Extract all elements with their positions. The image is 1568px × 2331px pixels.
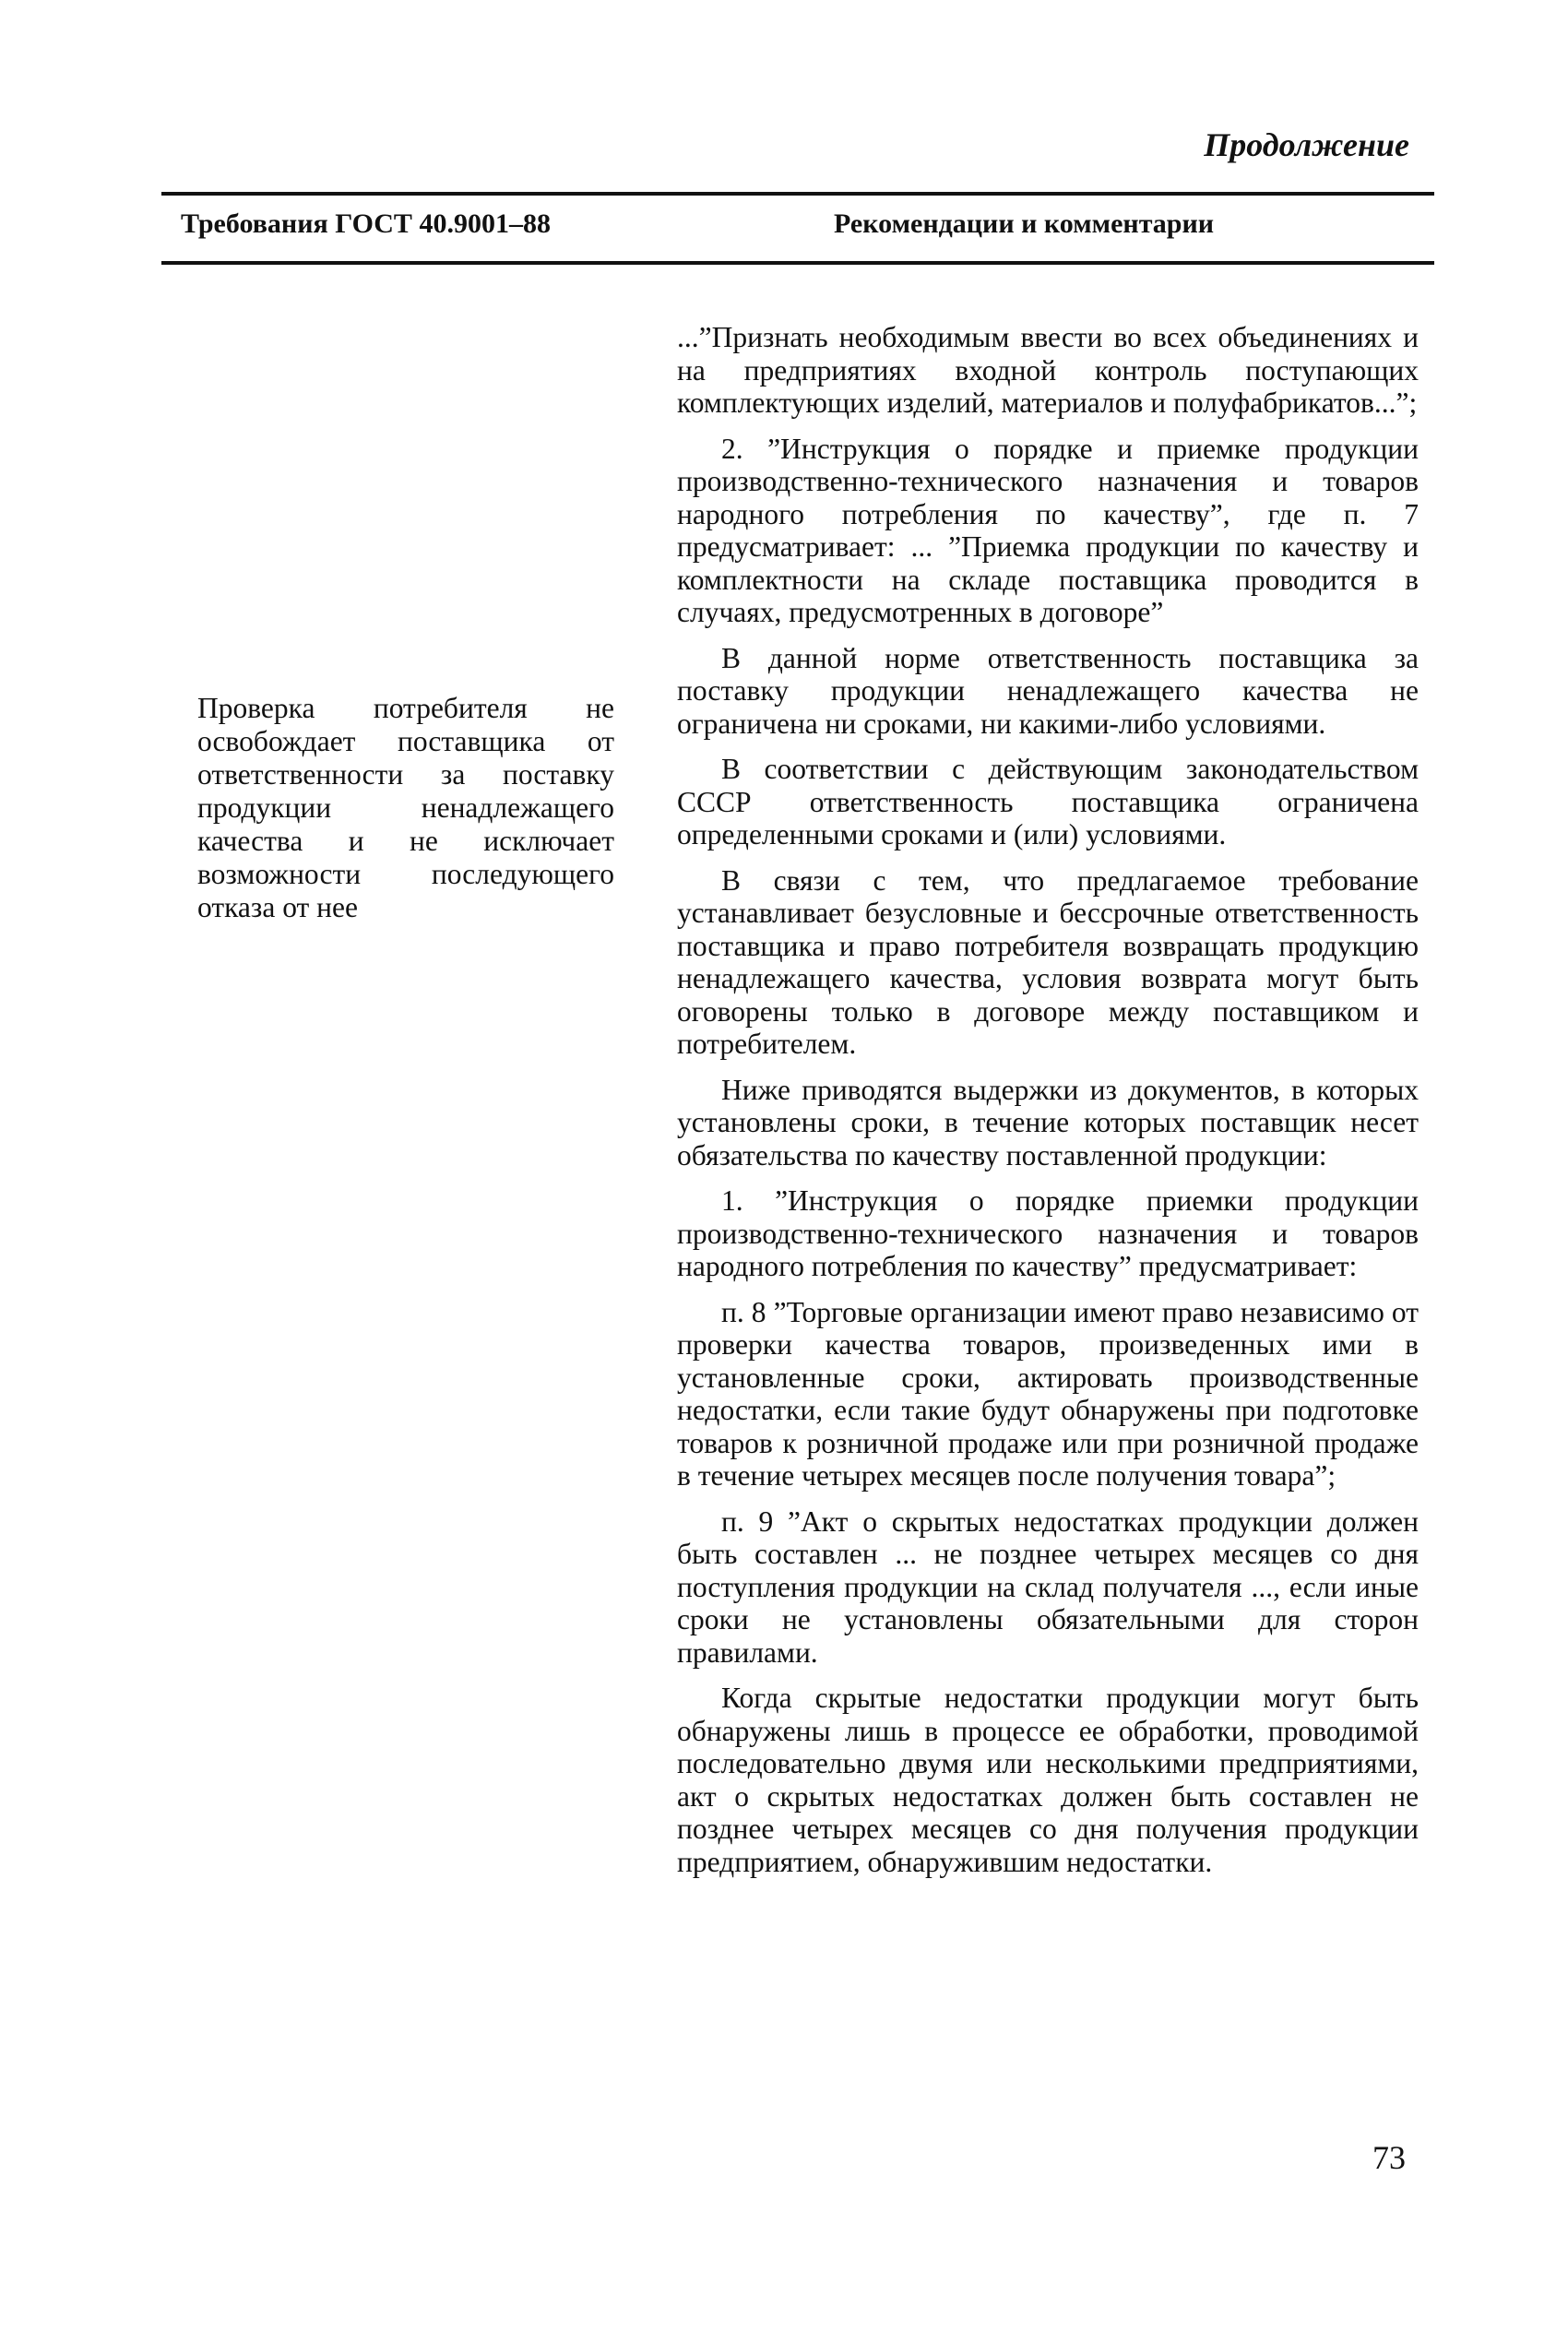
requirement-text: Проверка потребителя не освобождает поставщика от ответственности за поставку продукции ненадлежащего качества и не исключает возможности последующего отказа от нее bbox=[197, 692, 614, 923]
table-top-rule bbox=[161, 192, 1434, 196]
commentary-paragraph-quote-start: ...”Признать необходимым ввести во всех объединениях и на предприятиях входной контроль поступающих комплектующих изделий, материалов и полуфабрикатов...”; bbox=[677, 321, 1419, 419]
continuation-label: Продолжение bbox=[1204, 126, 1409, 163]
commentary-column bbox=[677, 321, 1419, 1891]
table-header-rule bbox=[161, 261, 1434, 265]
left-column-title: Требования ГОСТ 40.9001–88 bbox=[181, 208, 551, 239]
commentary-paragraph: В данной норме ответственность поставщика за поставку продукции ненадлежащего качества не ограничена ни сроками, ни какими-либо условиями. bbox=[677, 641, 1419, 740]
commentary-paragraph: Когда скрытые недостатки продукции могут быть обнаружены лишь в процессе ее обработки, проводимой последовательно двумя или несколькими предприятиями, акт о скрытых недостатках должен быть составлен не позднее четырех месяцев со дня получения продукции предприятием, обнаружившим недостатки. bbox=[677, 1682, 1419, 1878]
page-number: 73 bbox=[1372, 2139, 1406, 2176]
right-column-title: Рекомендации и комментарии bbox=[834, 208, 1215, 239]
commentary-paragraph: Ниже приводятся выдержки из документов, в которых установлены сроки, в течение которых поставщик несет обязательства по качеству поставленной продукции: bbox=[677, 1073, 1419, 1171]
commentary-paragraph-clause-9: п. 9 ”Акт о скрытых недостатках продукции должен быть составлен ... не позднее четырех месяцев со дня поступления продукции на склад получателя ..., если иные сроки не установлены обязательными для сторон правилами. bbox=[677, 1504, 1419, 1669]
commentary-paragraph: В соответствии с действующим законодательством СССР ответственность поставщика ограничена определенными сроками и (или) условиями. bbox=[677, 753, 1419, 850]
commentary-paragraph-instruction-2: 2. ”Инструкция о порядке и приемке продукции производственно-технического назначения и товаров народного потребления по качеству”, где п. 7 предусматривает: ... ”Приемка продукции по качеству и комплектности на складе поставщика проводится в случаях, предусмотренных в договоре” bbox=[677, 432, 1419, 628]
commentary-paragraph-instruction-1: 1. ”Инструкция о порядке приемки продукции производственно-технического назначения и товаров народного потребления по качеству” предусматривает: bbox=[677, 1184, 1419, 1282]
commentary-paragraph: В связи с тем, что предлагаемое требование устанавливает безусловные и бессрочные ответственность поставщика и право потребителя возвращать продукцию ненадлежащего качества, условия возврата могут быть оговорены только в договоре между поставщиком и потребителем. bbox=[677, 863, 1419, 1060]
commentary-paragraph-clause-8: п. 8 ”Торговые организации имеют право независимо от проверки качества товаров, произведенных ими в установленные сроки, актировать производственные недостатки, если такие будут обнаружены при подготовке товаров к розничной продаже или при розничной продаже в течение четырех месяцев после получения товара”; bbox=[677, 1295, 1419, 1492]
